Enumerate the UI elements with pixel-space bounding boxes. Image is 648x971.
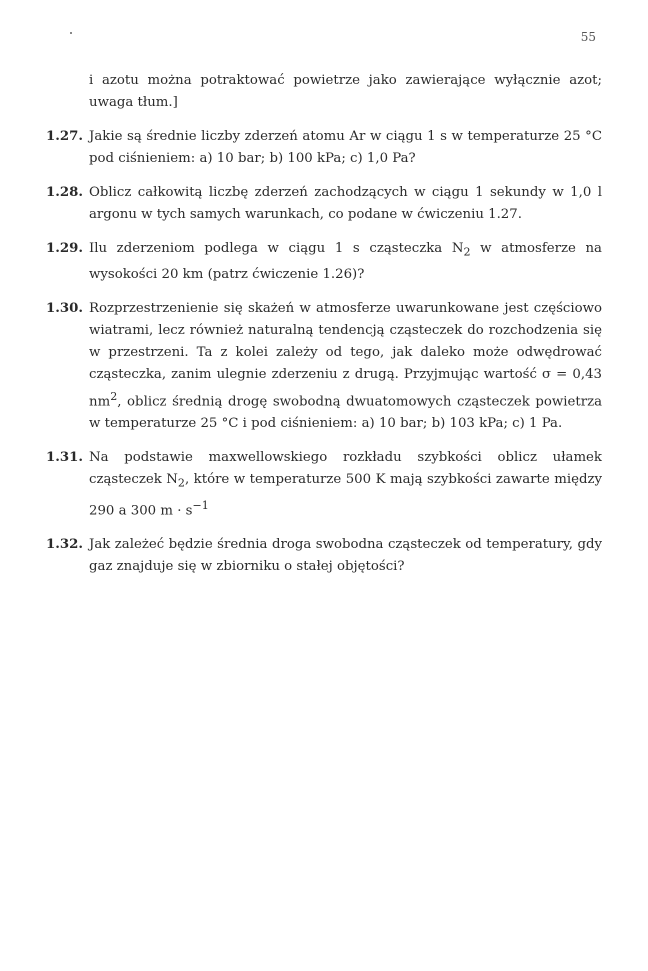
continued-paragraph: i azotu można potraktować powietrze jako zawierające wyłącznie azot; uwaga tłum.]	[89, 73, 602, 110]
exercise-number: 1.30.	[46, 300, 84, 316]
superscript: 2	[110, 389, 118, 403]
text-part: , które w temperaturze 500 K mają szybkości zawarte między 290 a 300 m · s	[89, 472, 602, 519]
exercise-1-30	[46, 298, 602, 435]
exercise-number: 1.29.	[46, 241, 84, 256]
text-part: Rozprzestrzenienie się skażeń w atmosferze uwarunkowane jest częściowo wiatrami, lecz również naturalną tendencją cząsteczek do rozchodzenia się w przestrzeni. Ta z kolei zależy od tego, jak daleko może odwędrować cząsteczka, zanim ulegnie zderzeniu z drugą. Przyjmując wartość σ = 0,43 nm	[89, 300, 602, 410]
text-part: w atmosferze na wysokości 20 km (patrz ćwiczenie 1.26)?	[89, 241, 602, 282]
superscript: −1	[192, 498, 209, 512]
exercise-number: 1.31.	[46, 450, 84, 466]
text-part: , oblicz średnią drogę swobodną dwuatomowych cząsteczek powietrza w temperaturze 25 °C i pod ciśnieniem: a) 10 bar; b) 103 kPa; c) 1 Pa.	[89, 394, 602, 432]
exercise-1-29	[46, 238, 602, 286]
exercise-1-32	[46, 534, 602, 578]
subscript: 2	[177, 476, 185, 490]
exercise-text: Jakie są średnie liczby zderzeń atomu Ar w ciągu 1 s w temperaturze 25 °C pod ciśnieniem: a) 10 bar; b) 100 kPa; c) 1,0 Pa?	[89, 129, 602, 166]
subscript: 2	[463, 245, 471, 259]
exercise-text	[89, 298, 602, 435]
exercise-1-27	[46, 126, 602, 170]
text-part: Na podstawie maxwellowskiego rozkładu szybkości oblicz ułamek cząsteczek N	[89, 450, 602, 488]
exercise-text	[89, 238, 602, 286]
exercise-1-31	[46, 447, 602, 522]
scan-speck	[70, 32, 72, 34]
text-part: Ilu zderzeniom podlega w ciągu 1 s cząsteczka N	[89, 241, 464, 256]
exercise-number: 1.28.	[46, 185, 84, 200]
exercise-text	[89, 447, 602, 522]
page-number: 55	[580, 30, 596, 44]
exercise-number: 1.27.	[46, 129, 84, 144]
page-content	[46, 70, 602, 590]
exercise-text: Jak zależeć będzie średnia droga swobodna cząsteczek od temperatury, gdy gaz znajduje się w zbiorniku o stałej objętości?	[89, 537, 602, 575]
exercise-text: Oblicz całkowitą liczbę zderzeń zachodzących w ciągu 1 sekundy w 1,0 l argonu w tych samych warunkach, co podane w ćwiczeniu 1.27.	[89, 185, 602, 222]
exercise-1-28	[46, 182, 602, 226]
exercise-number: 1.32.	[46, 537, 84, 553]
